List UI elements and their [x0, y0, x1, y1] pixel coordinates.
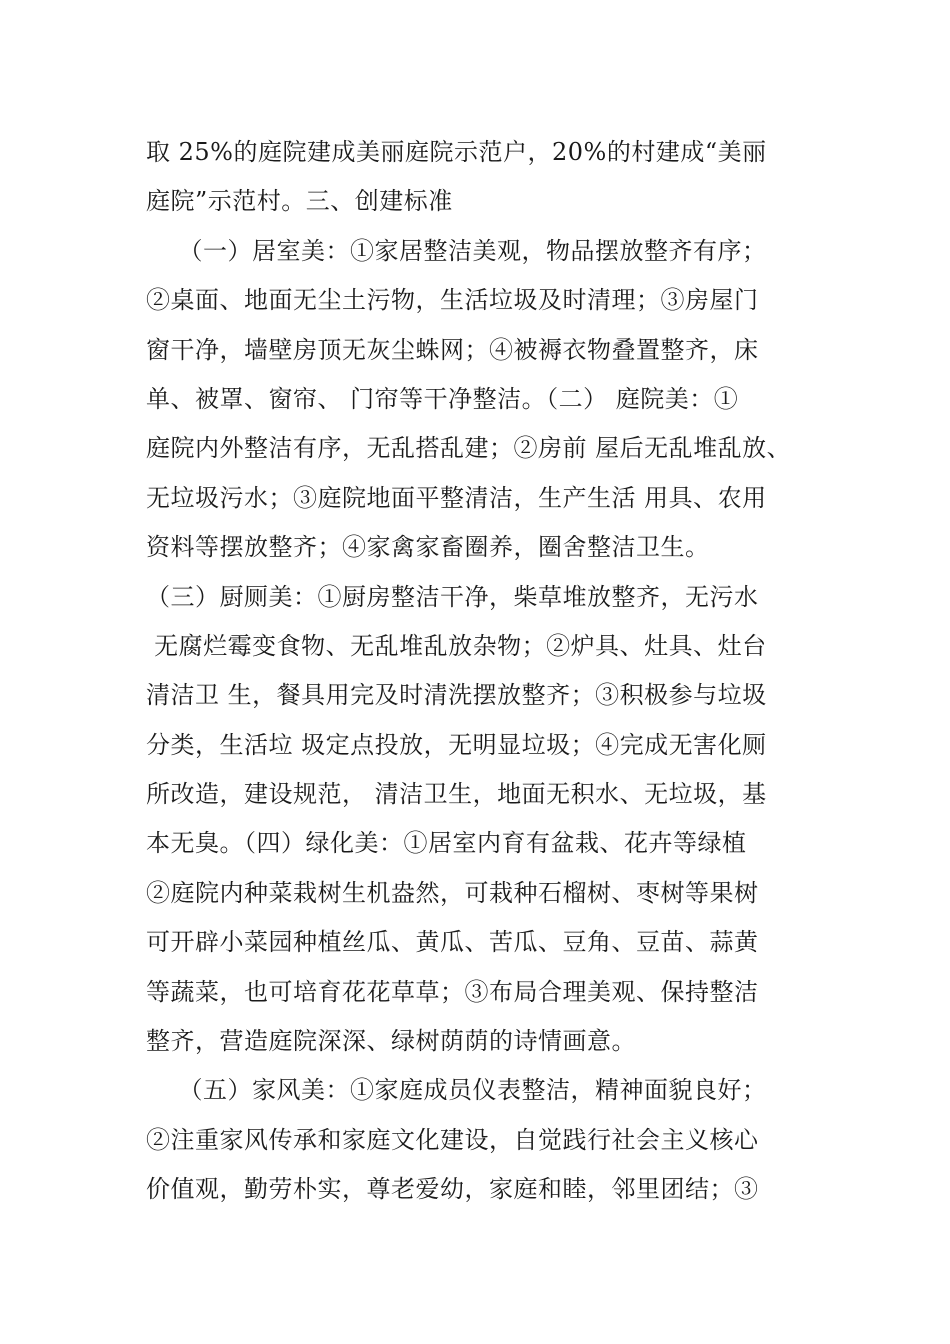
text-line: 本无臭。（四）绿化美：①居室内育有盆栽、花卉等绿植 [146, 829, 747, 858]
text-line: 等蔬菜，也可培育花花草草；③布局合理美观、保持整洁 [146, 977, 759, 1006]
text-line: 资料等摆放整齐；④家禽家畜圈养，圈舍整洁卫生。 [146, 533, 710, 562]
text-line: 单、被罩、窗帘、 门帘等干净整洁。（二） 庭院美：① [146, 384, 739, 413]
text-line: 庭院”示范村。三、创建标准 [146, 187, 453, 216]
text-line: ②庭院内种菜栽树生机盎然，可栽种石榴树、枣树等果树 [146, 878, 759, 907]
text-line: 价值观，勤劳朴实，尊老爱幼，家庭和睦，邻里团结；③ [146, 1175, 759, 1204]
text-line: （一）居室美：①家居整洁美观，物品摆放整齐有序； [146, 236, 767, 265]
text-line: 可开辟小菜园种植丝瓜、黄瓜、苦瓜、豆角、豆苗、蒜黄 [146, 928, 759, 957]
text-line: 无腐烂霉变食物、无乱堆乱放杂物；②炉具、灶具、灶台 [146, 631, 767, 660]
text-line: 无垃圾污水；③庭院地面平整清洁，生产生活 用具、农用 [146, 483, 767, 512]
text-line: 整齐，营造庭院深深、绿树荫荫的诗情画意。 [146, 1027, 636, 1056]
body-text [146, 128, 826, 1215]
text-line: 清洁卫 生，餐具用完及时清洗摆放整齐；③积极参与垃圾 [146, 681, 767, 710]
text-line: ②桌面、地面无尘土污物，生活垃圾及时清理；③房屋门 [146, 286, 759, 315]
text-line: 窗干净，墙壁房顶无灰尘蛛网；④被褥衣物叠置整齐，床 [146, 335, 759, 364]
text-line: （五）家风美：①家庭成员仪表整洁，精神面貌良好； [146, 1076, 767, 1105]
text-line: 取 25%的庭院建成美丽庭院示范户，20%的村建成“美丽 [146, 138, 767, 166]
text-line: 庭院内外整洁有序，无乱搭乱建；②房前 屋后无乱堆乱放、 [146, 434, 792, 463]
text-line: 所改造，建设规范， 清洁卫生，地面无积水、无垃圾，基 [146, 780, 767, 809]
text-line: ②注重家风传承和家庭文化建设，自觉践行社会主义核心 [146, 1125, 759, 1154]
text-line: 分类，生活垃 圾定点投放，无明显垃圾；④完成无害化厕 [146, 730, 767, 759]
text-line: （三）厨厕美：①厨房整洁干净，柴草堆放整齐，无污水 [146, 582, 759, 611]
